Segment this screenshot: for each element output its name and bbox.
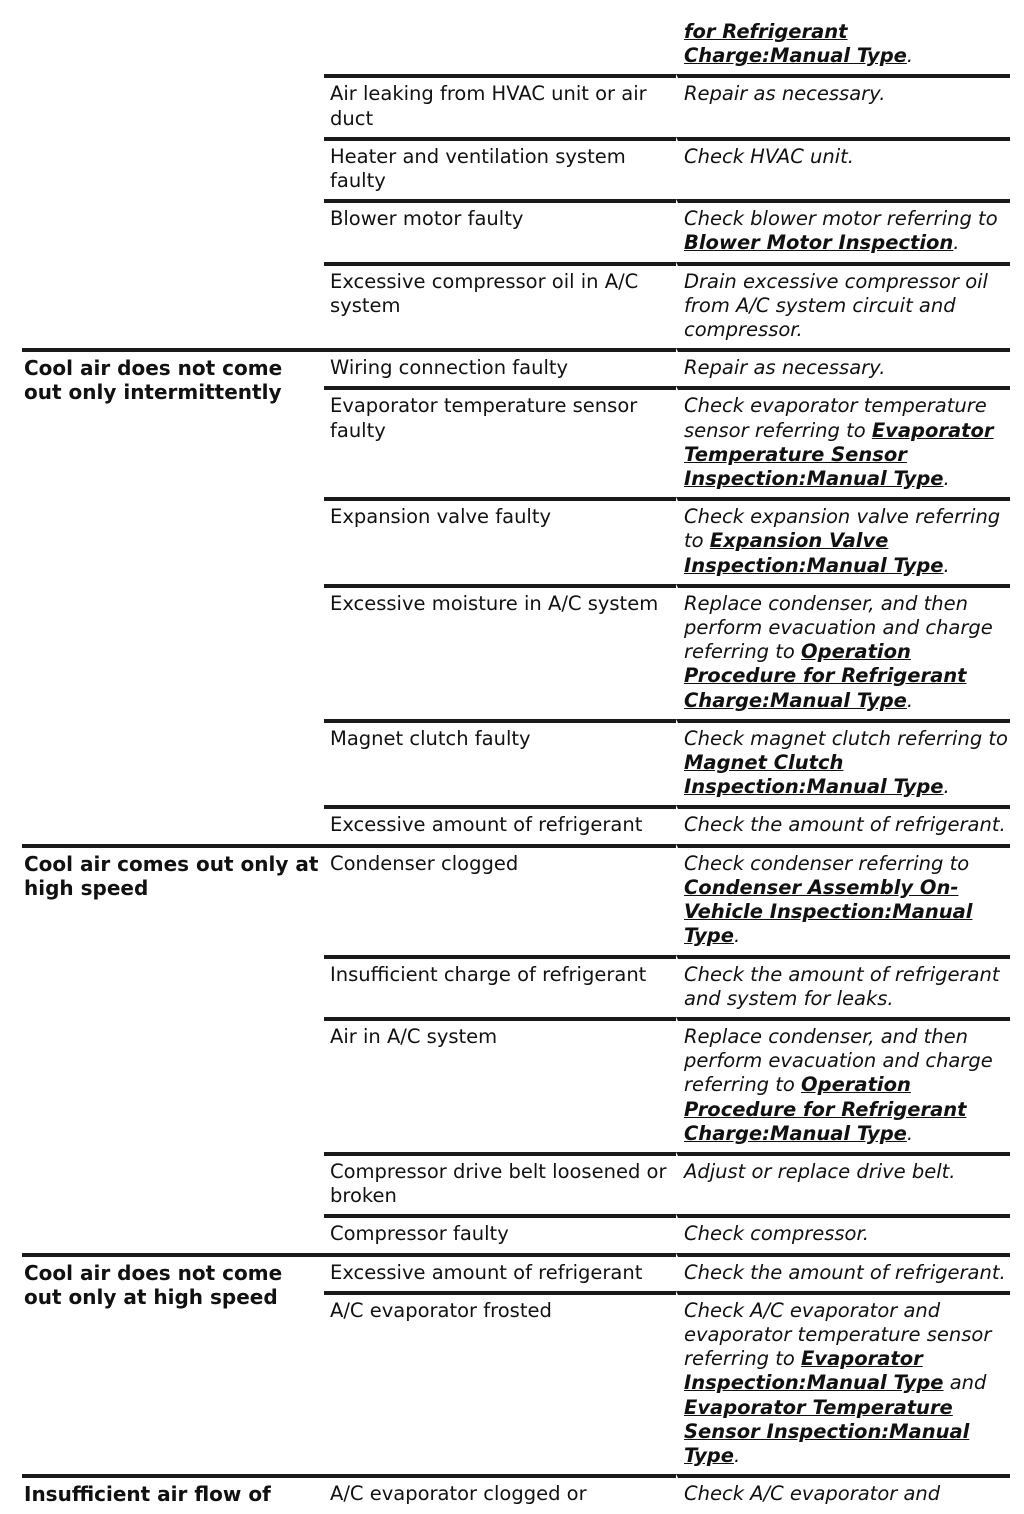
- remedy-cell: [676, 719, 1010, 806]
- manual-link[interactable]: Operation Procedure for Refrigerant Charge:Manual Type: [684, 640, 967, 712]
- table-row: [22, 1253, 1010, 1291]
- remedy-suffix: .: [906, 44, 914, 68]
- remedy-suffix: .: [733, 924, 741, 948]
- remedy-suffix: .: [943, 553, 950, 577]
- symptom-cell: Cool air does not come out only at high speed: [22, 1253, 324, 1475]
- symptom-cell: Cool air does not come out only intermittently: [22, 348, 324, 843]
- remedy-text: Check condenser referring to: [684, 851, 970, 875]
- symptom-cell: [22, 262, 324, 349]
- remedy-text: Check magnet clutch referring to: [684, 726, 1008, 750]
- cause-cell: [324, 0, 676, 74]
- remedy-cell: Repair as necessary.: [676, 74, 1010, 136]
- cause-cell: Wiring connection faulty: [324, 348, 676, 386]
- remedy-cell: [676, 386, 1010, 497]
- remedy-text: Check expansion valve referring to: [684, 505, 1001, 553]
- cause-cell: Air in A/C system: [324, 1017, 676, 1152]
- cause-cell: Condenser clogged: [324, 844, 676, 955]
- symptom-cell: Cool air comes out only at high speed: [22, 844, 324, 1253]
- cause-cell: Compressor drive belt loosened or broken: [324, 1152, 676, 1214]
- remedy-text: Check A/C evaporator and evaporator temperature sensor referring to: [684, 1298, 992, 1371]
- cause-cell: Heater and ventilation system faulty: [324, 137, 676, 199]
- remedy-suffix: .: [733, 1443, 741, 1467]
- cause-cell: Excessive amount of refrigerant: [324, 805, 676, 843]
- manual-link[interactable]: Evaporator Temperature Sensor Inspection:Manual Type: [684, 418, 994, 491]
- table-row: [22, 0, 1010, 74]
- cause-cell: Expansion valve faulty: [324, 497, 676, 584]
- cause-cell: A/C evaporator frosted: [324, 1291, 676, 1474]
- table-row: [22, 262, 1010, 349]
- manual-link[interactable]: Operation Procedure for Refrigerant Charge:Manual Type: [684, 1073, 967, 1145]
- symptom-cell: [22, 0, 324, 74]
- symptom-cell: [22, 199, 324, 261]
- cause-cell: Excessive amount of refrigerant: [324, 1253, 676, 1291]
- table-row: [22, 844, 1010, 955]
- cause-cell: Excessive compressor oil in A/C system: [324, 262, 676, 349]
- remedy-suffix: .: [906, 1121, 914, 1145]
- remedy-cell: [676, 584, 1010, 719]
- manual-link[interactable]: Blower Motor Inspection: [684, 231, 954, 255]
- remedy-cell: Check compressor.: [676, 1214, 1010, 1252]
- remedy-suffix: .: [943, 775, 950, 799]
- remedy-cell: [676, 199, 1010, 261]
- remedy-suffix: .: [906, 688, 914, 712]
- table-row: [22, 1474, 1010, 1514]
- cause-cell: Compressor faulty: [324, 1214, 676, 1252]
- remedy-text: Replace condenser, and then perform evacuation and charge referring to: [684, 591, 993, 664]
- remedy-cell: [676, 844, 1010, 955]
- remedy-cell: Check HVAC unit.: [676, 137, 1010, 199]
- remedy-cell: Adjust or replace drive belt.: [676, 1152, 1010, 1214]
- manual-link[interactable]: Condenser Assembly On-Vehicle Inspection:Manual Type: [684, 875, 973, 948]
- symptom-cell: [22, 137, 324, 199]
- manual-link[interactable]: Evaporator Inspection:Manual Type: [684, 1347, 944, 1395]
- symptom-cell: Insufficient air flow of: [22, 1474, 324, 1514]
- remedy-cell: Check the amount of refrigerant and system for leaks.: [676, 955, 1010, 1017]
- remedy-cell: Drain excessive compressor oil from A/C system circuit and compressor.: [676, 262, 1010, 349]
- cause-cell: Excessive moisture in A/C system: [324, 584, 676, 719]
- table-row: [22, 348, 1010, 386]
- cause-cell: A/C evaporator clogged or: [324, 1474, 676, 1514]
- remedy-cell: Check the amount of refrigerant.: [676, 1253, 1010, 1291]
- table-body: [22, 0, 1010, 1514]
- remedy-cell: [676, 1017, 1010, 1152]
- remedy-text: Check evaporator temperature sensor referring to: [684, 394, 987, 442]
- remedy-suffix: .: [943, 467, 950, 491]
- manual-link[interactable]: for Refrigerant Charge:Manual Type: [684, 20, 907, 68]
- manual-link[interactable]: Expansion Valve Inspection:Manual Type: [684, 529, 944, 577]
- remedy-text: and: [943, 1371, 987, 1395]
- symptom-cell: [22, 74, 324, 136]
- manual-link[interactable]: Evaporator Temperature Sensor Inspection:Manual Type: [684, 1395, 970, 1467]
- cause-cell: Evaporator temperature sensor faulty: [324, 386, 676, 497]
- remedy-cell: Check A/C evaporator and: [676, 1474, 1010, 1514]
- remedy-text: Check blower motor referring to: [684, 207, 998, 231]
- table-row: [22, 199, 1010, 261]
- remedy-cell: Check the amount of refrigerant.: [676, 805, 1010, 843]
- table-row: [22, 74, 1010, 136]
- cause-cell: Insufficient charge of refrigerant: [324, 955, 676, 1017]
- remedy-cell: [676, 1291, 1010, 1474]
- troubleshooting-table-container: [22, 0, 1010, 1514]
- remedy-cell: Repair as necessary.: [676, 348, 1010, 386]
- remedy-suffix: .: [953, 231, 960, 255]
- troubleshooting-table: [22, 0, 1010, 1514]
- remedy-cell: [676, 497, 1010, 584]
- cause-cell: Blower motor faulty: [324, 199, 676, 261]
- remedy-text: Replace condenser, and then perform evacuation and charge referring to: [684, 1024, 993, 1097]
- table-row: [22, 137, 1010, 199]
- manual-link[interactable]: Magnet Clutch Inspection:Manual Type: [684, 751, 944, 799]
- remedy-cell: [676, 0, 1010, 74]
- cause-cell: Air leaking from HVAC unit or air duct: [324, 74, 676, 136]
- cause-cell: Magnet clutch faulty: [324, 719, 676, 806]
